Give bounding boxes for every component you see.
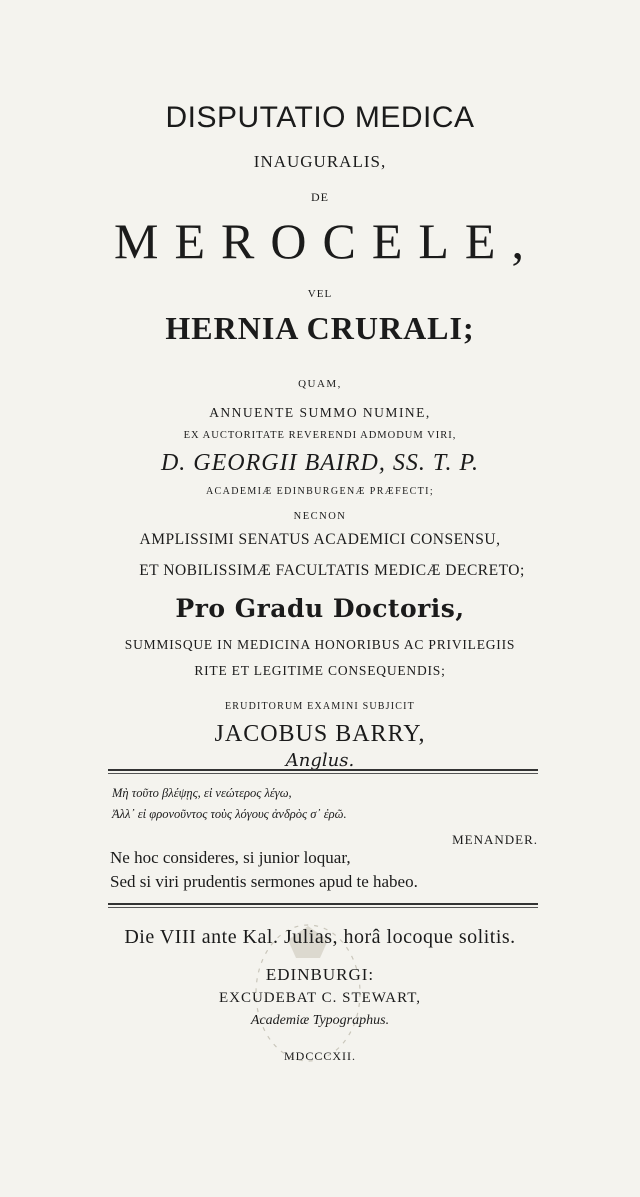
epigraph-latin-line: Ne hoc consideres, si junior loquar, bbox=[110, 848, 351, 867]
annuente-line: ANNUENTE SUMMO NUMINE, bbox=[209, 405, 431, 420]
top-rule bbox=[108, 769, 538, 771]
vel-word: VEL bbox=[307, 288, 333, 300]
dissertation-subtitle: INAUGURALIS, bbox=[253, 152, 387, 171]
main-title: MEROCELE, bbox=[114, 213, 540, 269]
pro-gradu-line: Pro Gradu Doctoris, bbox=[175, 594, 465, 623]
facultatis-line: ET NOBILISSIMÆ FACULTATIS MEDICÆ DECRETO; bbox=[139, 562, 525, 579]
author-name: JACOBUS BARRY, bbox=[214, 721, 426, 747]
epigraph-greek-line: Μὴ τοῦτο βλέψῃς, εἰ νεώτερος λέγω, bbox=[112, 786, 292, 800]
de-word: DE bbox=[311, 190, 329, 204]
imprint-city: EDINBURGI: bbox=[265, 965, 375, 984]
bottom-rule bbox=[108, 903, 538, 905]
consequendis-line: RITE ET LEGITIME CONSEQUENDIS; bbox=[194, 663, 446, 678]
imprint-role: Academiæ Typographus. bbox=[250, 1013, 390, 1028]
necnon-word: NECNON bbox=[293, 511, 347, 522]
baird-line: D. GEORGII BAIRD, SS. T. P. bbox=[160, 450, 480, 476]
epigraph-greek-line: Ἀλλ᾽ εἰ φρονοῦντος τοὺς λόγους ἀνδρὸς σ᾽ ἐρῶ. bbox=[112, 807, 347, 821]
author-nationality: Anglus. bbox=[285, 750, 355, 771]
epigraph-latin-line: Sed si viri prudentis sermones apud te habeo. bbox=[110, 872, 418, 891]
date-line: Die VIII ante Kal. Julias, horâ locoque solitis. bbox=[124, 926, 516, 948]
top-rule-thin bbox=[108, 773, 538, 774]
alternate-title: HERNIA CRURALI; bbox=[165, 310, 475, 346]
epigraph-attribution: MENANDER. bbox=[452, 832, 538, 847]
dissertation-title: DISPUTATIO MEDICA bbox=[165, 101, 475, 134]
auctoritate-line: EX AUCTORITATE REVERENDI ADMODUM VIRI, bbox=[183, 430, 457, 441]
bottom-rule-thin bbox=[108, 907, 538, 908]
examini-line: ERUDITORUM EXAMINI SUBJICIT bbox=[225, 701, 415, 712]
honoribus-line: SUMMISQUE IN MEDICINA HONORIBUS AC PRIVILEGIIS bbox=[124, 637, 516, 652]
quam-word: QUAM, bbox=[298, 378, 342, 390]
imprint-year: MDCCCXII. bbox=[283, 1049, 356, 1063]
academiae-line: ACADEMIÆ EDINBURGENÆ PRÆFECTI; bbox=[205, 486, 435, 497]
imprint-printer: EXCUDEBAT C. STEWART, bbox=[218, 990, 422, 1006]
senatus-line: AMPLISSIMI SENATUS ACADEMICI CONSENSU, bbox=[139, 531, 501, 548]
